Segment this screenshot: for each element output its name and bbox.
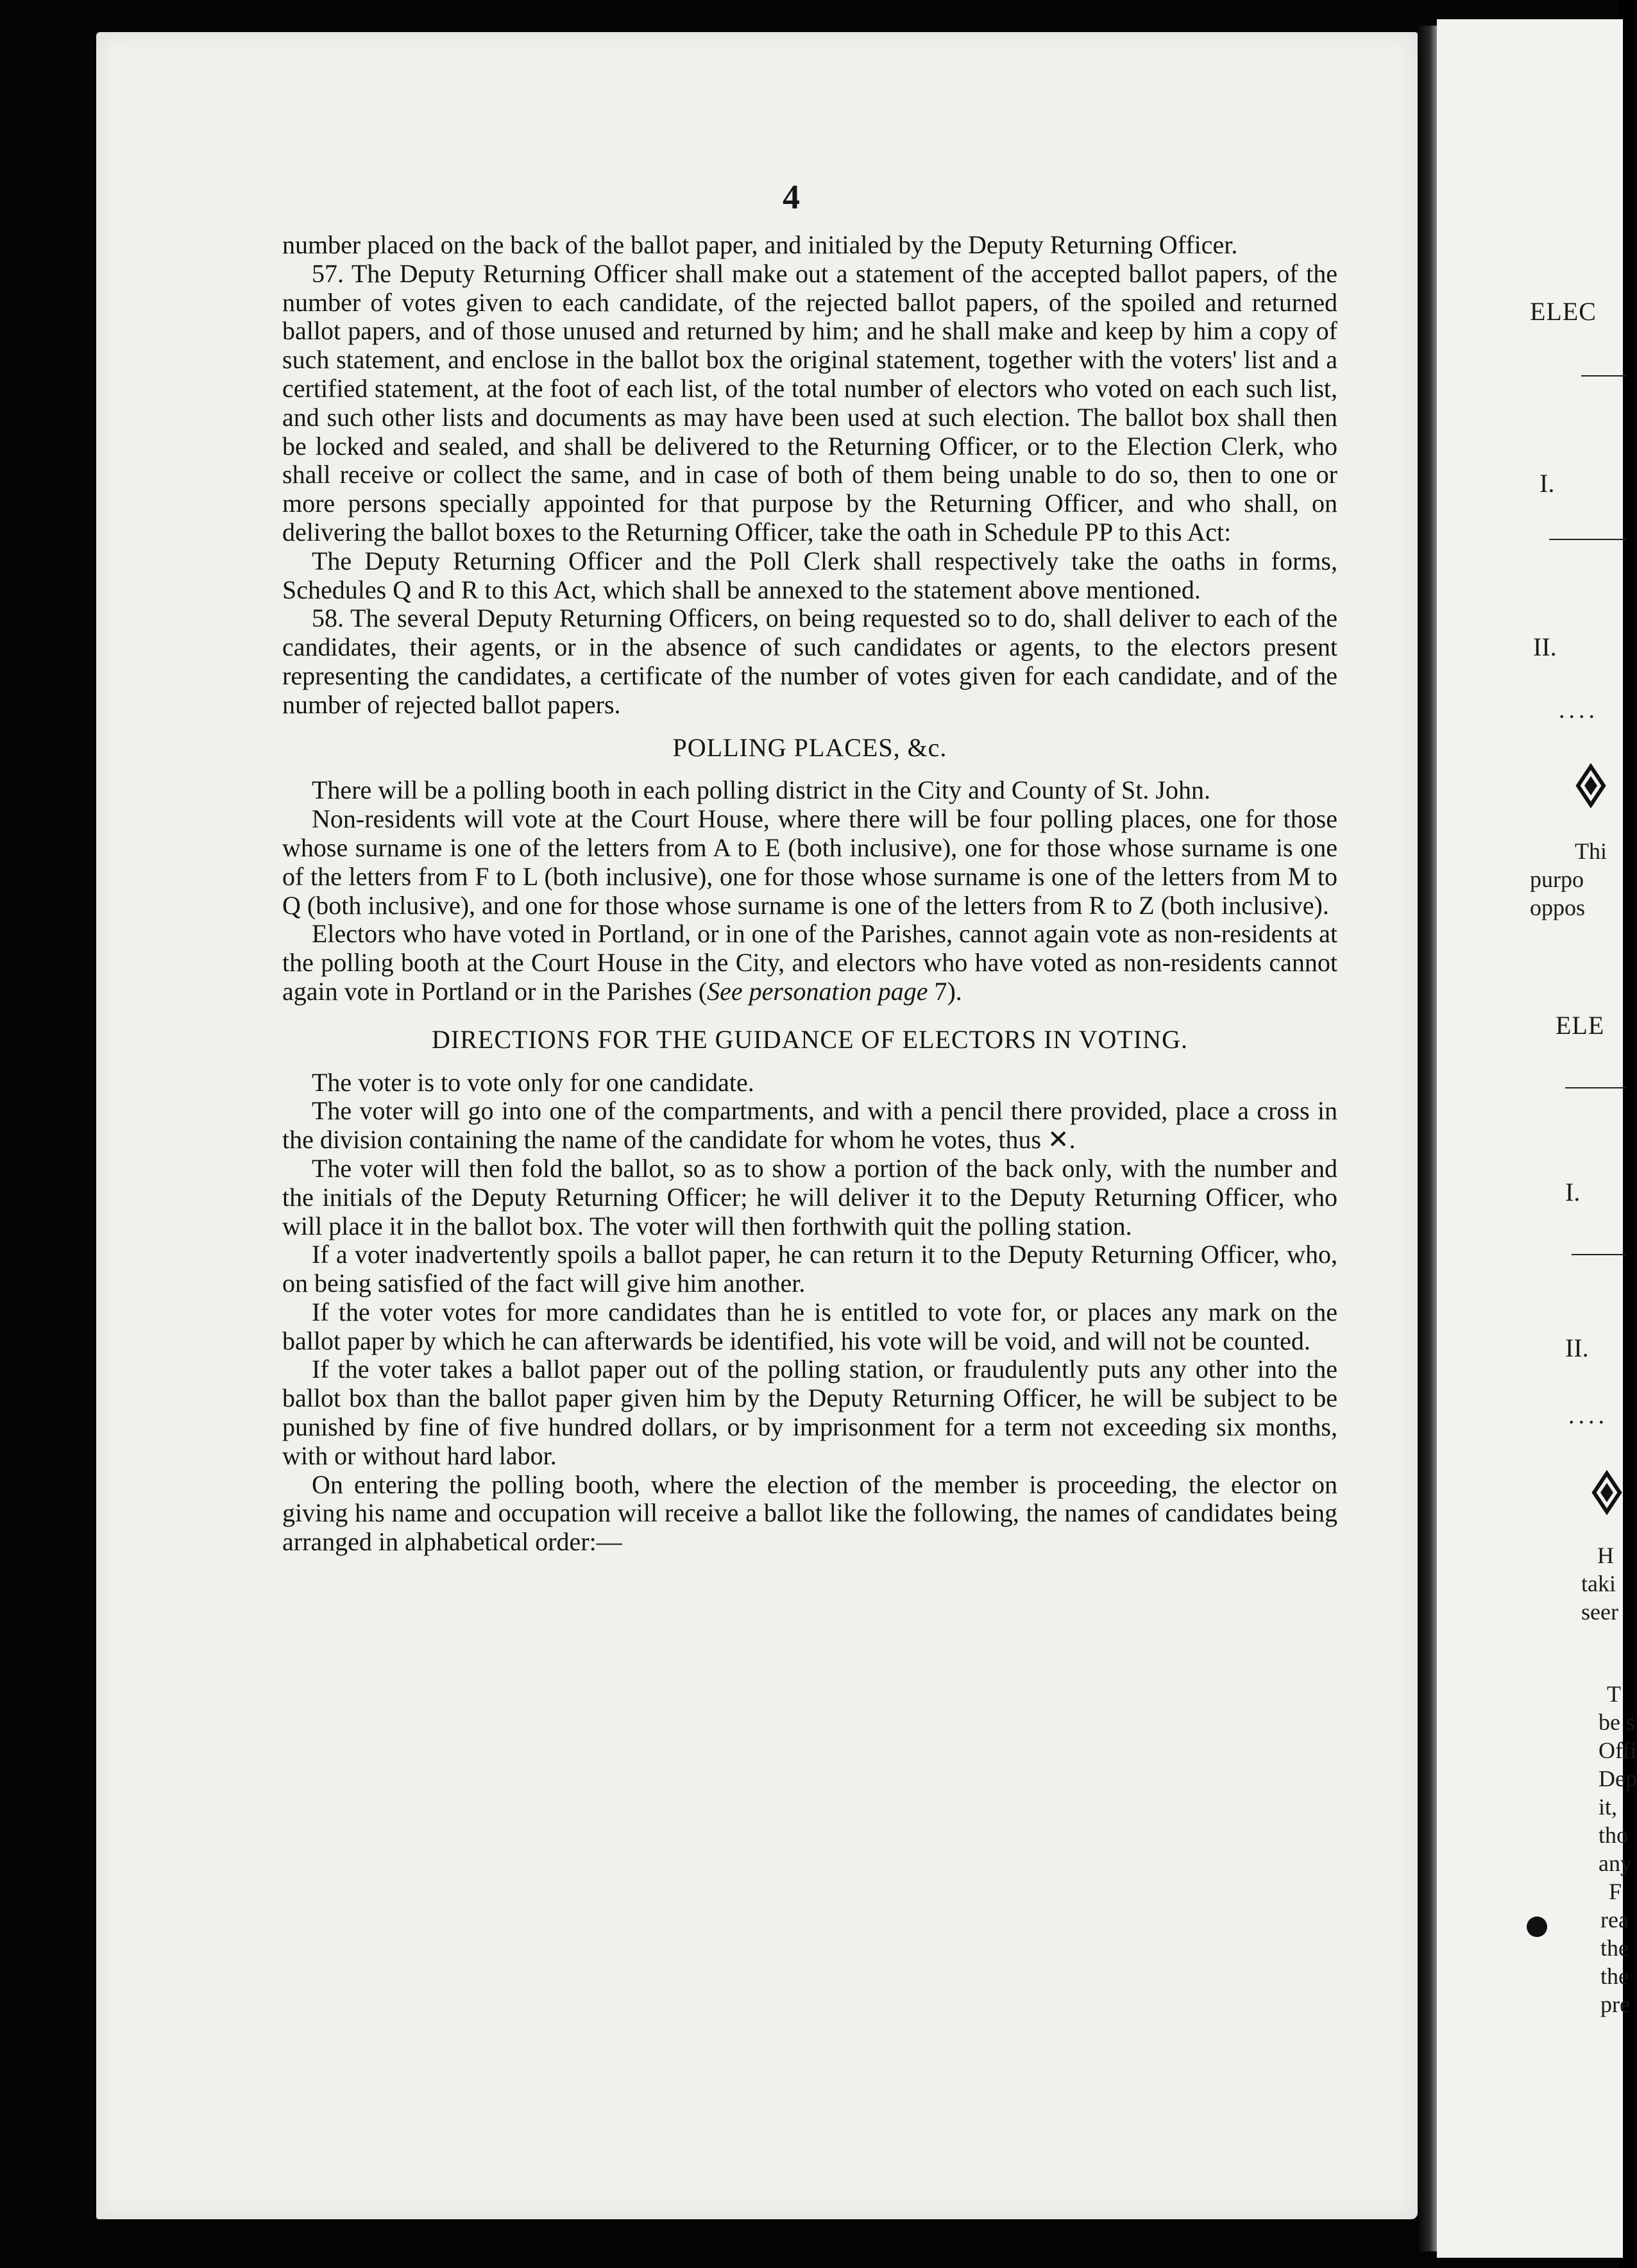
right-text-fragment: Offi: [1599, 1738, 1637, 1763]
personation-reference: See personation page: [707, 976, 928, 1006]
right-text-fragment: tho: [1599, 1822, 1629, 1848]
page-number: 4: [783, 178, 800, 216]
right-text-fragment: the: [1600, 1935, 1629, 1961]
spacer: [282, 1006, 1337, 1026]
paragraph-direction-4: If a voter inadvertently spoils a ballot paper, he can return it to the Deputy Returning Officer, who, on being satisfied of the fact will give him another.: [282, 1240, 1337, 1298]
portland-text-start: Electors who have voted in Portland, or in one of the Parishes, cannot again vote as non-residents at the polling booth at the Court House in the City, and electors who have voted as non-residents cannot again vote in Portland or in the Parishes (: [282, 919, 1337, 1006]
paragraph-direction-6: If the voter takes a ballot paper out of the polling station, or fraudulently puts any other into the ballot box than the ballot paper given him by the Deputy Returning Officer, he will be subject to be punished by fine of five hundred dollars, or by imprisonment for a term not exceeding six months, with or without hard labor.: [282, 1355, 1337, 1470]
right-text-fragment: seer: [1581, 1599, 1618, 1625]
right-rule: [1581, 375, 1626, 377]
right-rule: [1549, 539, 1626, 540]
portland-text-end: 7).: [928, 976, 962, 1006]
paragraph-portland: [282, 920, 1337, 1006]
right-dots: ....: [1568, 1402, 1608, 1429]
right-text-fragment: F: [1609, 1879, 1622, 1904]
right-text-fragment: pre: [1600, 1992, 1630, 2017]
heading-polling-places: POLLING PLACES, &c.: [672, 732, 947, 762]
right-roman-i: I.: [1565, 1178, 1581, 1206]
ornament-icon: [1572, 763, 1610, 808]
right-text-fragment: any: [1599, 1850, 1632, 1876]
right-text-fragment: oppos: [1530, 895, 1586, 920]
paragraph-direction-1: The voter is to vote only for one candidate.: [312, 1067, 754, 1097]
right-rule: [1565, 1087, 1626, 1088]
paragraph-non-residents: Non-residents will vote at the Court House, where there will be four polling places, one for those whose surname is one of the letters from A to E (both inclusive), one for those whose surname is one of the letters from F to L (both inclusive), one for those whose surname is one of the letters from M to Q (both inclusive), and one for those whose surname is one of the letters from R to Z (both inclusive).: [282, 804, 1337, 920]
page-gutter: [1419, 26, 1437, 2251]
right-heading-elec: ELEC: [1530, 297, 1597, 326]
right-roman-ii: II.: [1565, 1333, 1589, 1362]
right-heading-ele: ELE: [1556, 1011, 1605, 1040]
spacer: [282, 720, 1337, 734]
right-text-fragment: it,: [1599, 1794, 1618, 1820]
paragraph-direction-7: On entering the polling booth, where the election of the member is proceeding, the elector on giving his name and occupation will receive a ballot like the following, the names of candidates being arranged in alphabetical order:—: [282, 1469, 1337, 1557]
right-text-fragment: the: [1600, 1963, 1629, 1989]
ornament-icon: [1588, 1470, 1626, 1515]
heading-directions: DIRECTIONS FOR THE GUIDANCE OF ELECTORS IN VOTING.: [432, 1024, 1188, 1054]
right-text-fragment: T: [1607, 1681, 1621, 1707]
bullet-icon: [1527, 1917, 1547, 1937]
spacer: [282, 762, 1337, 776]
right-text-fragment: purpo: [1530, 867, 1584, 892]
right-roman-i: I.: [1539, 469, 1555, 498]
paragraph-continuation: number placed on the back of the ballot paper, and initialed by the Deputy Returning Officer.: [282, 230, 1238, 259]
right-text-fragment: rea: [1600, 1907, 1629, 1933]
right-dots: ....: [1559, 697, 1599, 724]
right-text-fragment: taki: [1581, 1571, 1616, 1596]
right-text-fragment: Thi: [1575, 838, 1607, 864]
spacer: [282, 1054, 1337, 1069]
right-text-fragment: be s: [1599, 1709, 1635, 1735]
paragraph-section-57: 57. The Deputy Returning Officer shall make out a statement of the accepted ballot papers, of the number of votes given to each candidate, of the rejected ballot papers, of the spoiled and returned ballot papers, and of those unused and returned by him; and he shall make and keep by him a copy of such statement, and enclose in the ballot box the original statement, together with the voters' list and a certified statement, at the foot of each list, of the total number of electors who voted on each such list, and such other lists and documents as may have been used at such election. The ballot box shall then be locked and sealed, and shall be delivered to the Returning Officer, or to the Election Clerk, who shall receive or collect the same, and in case of both of them being unable to do so, then to one or more persons specially appointed for that purpose by the Returning Officer, and who shall, on delivering the ballot boxes to the Returning Officer, take the oath in Schedule PP to this Act:: [282, 258, 1337, 546]
text-column: [282, 231, 1337, 1557]
paragraph-oaths: The Deputy Returning Officer and the Poll Clerk shall respectively take the oaths in forms, Schedules Q and R to this Act, which shall be annexed to the statement above mentioned.: [282, 546, 1337, 604]
paragraph-direction-5: If the voter votes for more candidates than he is entitled to vote for, or places any mark on the ballot paper by which he can afterwards be identified, his vote will be void, and will not be counted.: [282, 1297, 1337, 1355]
paragraph-section-58: 58. The several Deputy Returning Officers, on being requested so to do, shall deliver to each of the candidates, their agents, or in the absence of such candidates or agents, to the electors present representing the candidates, a certificate of the number of votes given for each candidate, and of the number of rejected ballot papers.: [282, 604, 1337, 719]
right-text-fragment: H: [1597, 1543, 1614, 1568]
paragraph-polling-booth: There will be a polling booth in each polling district in the City and County of St. John.: [312, 775, 1210, 805]
paragraph-direction-2: The voter will go into one of the compartments, and with a pencil there provided, place a cross in the division containing the name of the candidate for whom he votes, thus ✕.: [282, 1096, 1337, 1155]
paragraph-direction-3: The voter will then fold the ballot, so as to show a portion of the back only, with the number and the initials of the Deputy Returning Officer; he will deliver it to the Deputy Returning Officer, who will place it in the ballot box. The voter will then forthwith quit the polling station.: [282, 1153, 1337, 1240]
right-roman-ii: II.: [1533, 632, 1557, 661]
right-text-fragment: Dep: [1599, 1766, 1637, 1791]
right-rule: [1572, 1254, 1626, 1255]
right-page: [1437, 19, 1637, 2258]
